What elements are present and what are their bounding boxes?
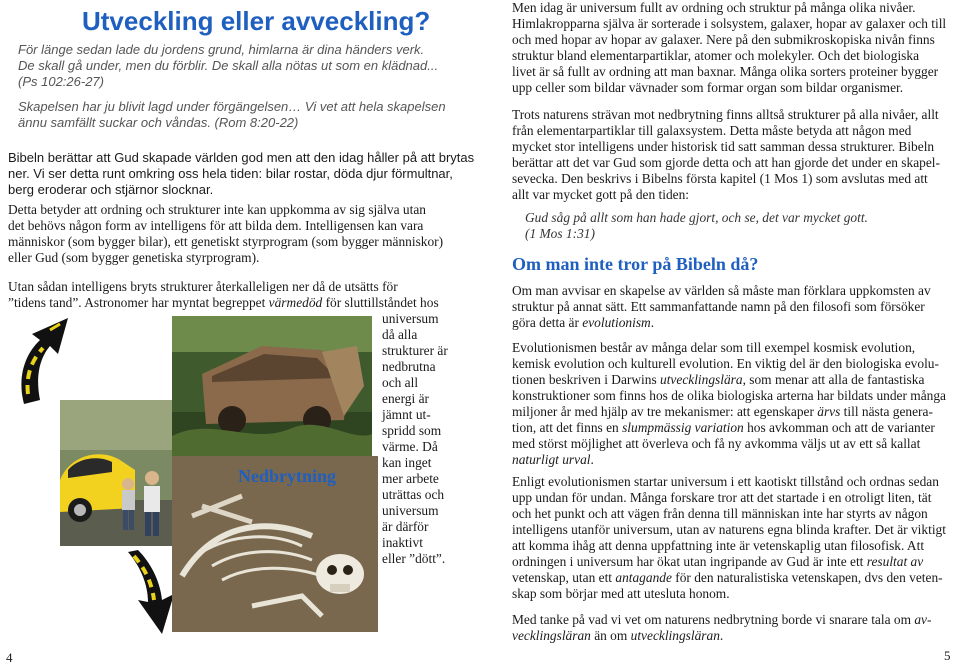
text-line [512, 570, 946, 586]
text-span: för den naturalistiska vetenskapen, dvs den veten- [671, 570, 943, 585]
term-heat-death: värmedöd [268, 295, 323, 310]
text-line: eller ”dött”. [382, 551, 446, 566]
curved-arrow-up-icon [10, 312, 80, 407]
page-number: 5 [944, 648, 951, 663]
quote-line: Gud såg på allt som han hade gjort, och se, det var mycket gott. [525, 210, 868, 225]
text-span: till nästa genera- [840, 404, 933, 419]
term-devolution: av- [914, 612, 932, 627]
text-line: Trots naturens strävan mot nedbrytning finns alltså strukturer på alla nivåer, allt [512, 107, 939, 122]
body-paragraph [8, 150, 474, 198]
text-line: Evolutionismen består av många delar som till exempel kosmisk evolution, [512, 340, 916, 355]
text-span: miljoner år med hjälp av tre mekanismer: att egenskaper [512, 404, 818, 419]
text-line: uträttas och [382, 487, 445, 502]
text-line: och het punkt och att vägen från denna till människan inte har styrts av någon [512, 506, 928, 521]
text-span: göra detta är [512, 315, 583, 330]
text-line [8, 295, 439, 311]
term-result-of: resultat av [866, 554, 924, 569]
text-span: tionen beskriven i Darwins [512, 372, 661, 387]
text-span: , som menar att alla de fantastiska [742, 372, 925, 387]
page-number: 4 [6, 650, 13, 665]
text-line [512, 452, 946, 468]
term-inherited: ärvs [817, 404, 841, 419]
body-paragraph [512, 283, 931, 331]
text-line: människor (som bygger bilar), ett genetiskt styrprogram (som bygger människor) [8, 234, 444, 249]
text-line [512, 612, 931, 628]
text-line: intelligens utanför universum, utan av naturens egna blinda krafter. Det är viktigt [512, 522, 946, 537]
term-assumption: antagande [615, 570, 672, 585]
page-title: Utveckling eller avveckling? [82, 6, 431, 36]
text-line: upp celler som bildar vävnader som formar organ som bildar organismer. [512, 80, 904, 95]
text-line: skap som börjar med att utesluta honom. [512, 586, 730, 601]
text-line: energi är [382, 391, 429, 406]
text-line: med störst möjlighet att överleva och få ny avkomma väljs ut av ett så kallat [512, 436, 921, 451]
text-line: och all [382, 375, 419, 390]
text-line: upp undan för undan. Många forskare tror att det startade i en otroligt liten, tät [512, 490, 932, 505]
term-evolution-theory: utvecklingsläran [630, 628, 720, 643]
text-line [512, 554, 946, 570]
text-line: från elementarpartiklar till galaxsystem. Detta måste betyda att någon med [512, 123, 912, 138]
body-paragraph [512, 612, 931, 644]
text-line: universum [382, 311, 439, 326]
body-paragraph [512, 340, 946, 468]
rusting-car-photo [172, 316, 372, 456]
text-line: sevecka. Den beskrivs i Bibelns första kapitel (1 Mos 1) som avslutas med att [512, 171, 928, 186]
text-line: Himlakropparna själva är sorterade i solsystem, galaxer, hopar av galaxer och till [512, 16, 947, 31]
quote-line: Skapelsen har ju blivit lagd under förgängelsen… Vi vet att hela skapelsen [18, 99, 446, 114]
body-paragraph [512, 474, 946, 602]
text-span: hos avkomman och att de varianter [743, 420, 935, 435]
quote-line: (Ps 102:26-27) [18, 74, 104, 89]
quote-line: För länge sedan lade du jordens grund, himlarna är dina händers verk. [18, 42, 425, 57]
text-line: konstruktioner som finns hos de olika biologiska arterna har bildats under många [512, 388, 946, 403]
text-span: Med tanke på vad vi vet om naturens nedbrytning borde vi snarare tala om [512, 612, 915, 627]
text-line: Detta betyder att ordning och strukturer inte kan uppkomma av sig själva utan [8, 202, 426, 217]
body-paragraph [8, 279, 439, 311]
text-line: jämnt ut- [382, 407, 431, 422]
text-span: tion, att det finns en [512, 420, 623, 435]
text-line: universum [382, 503, 439, 518]
text-span: än om [590, 628, 631, 643]
text-span: för sluttillståndet hos [322, 295, 439, 310]
image-caption: Nedbrytning [238, 466, 337, 486]
text-span: . [590, 452, 594, 467]
term-evolution-theory: utvecklingslära [660, 372, 743, 387]
text-line: mer arbete [382, 471, 439, 486]
section-heading: Om man inte tror på Bibeln då? [512, 254, 759, 274]
term-random-variation: slumpmässig variation [622, 420, 744, 435]
text-line: då alla [382, 327, 418, 342]
quote-line: De skall gå under, men du förblir. De skall alla nötas ut som en klädnad... [18, 58, 439, 73]
text-span: vetenskap, utan ett [512, 570, 616, 585]
text-line: mycket stor intelligens under historisk tid satt samman dessa strukturer. Bibeln [512, 139, 935, 154]
side-column-text [382, 311, 448, 567]
text-line: struktur bland elementarpartiklar, atomer och molekyler. Och det biologiska [512, 48, 920, 63]
text-line: kemisk evolution och kulturell evolution. En viktig del är den biologiska evolu- [512, 356, 939, 371]
text-line: allt var mycket gott på den tiden: [512, 187, 690, 202]
quote-line: (1 Mos 1:31) [525, 226, 595, 241]
text-line: berättar att det var Gud som gjorde detta och att han gjorde det under en skapel- [512, 155, 940, 170]
text-line [512, 420, 946, 436]
text-line [512, 404, 946, 420]
text-line [512, 372, 946, 388]
text-line: det behövs någon form av intelligens för att bilda dem. Intelligensen kan vara [8, 218, 424, 233]
term-devolution-cont: vecklingsläran [512, 628, 591, 643]
text-line: kan inget [382, 455, 432, 470]
text-line: Men idag är universum fullt av ordning och struktur på många olika nivåer. [512, 0, 916, 15]
text-line: är därför [382, 519, 429, 534]
text-line: livet är så fullt av ordning att man baxnar. Många olika sorters proteiner bygger [512, 64, 939, 79]
text-line: nedbrutna [382, 359, 436, 374]
text-span: ordningen i universum har ökat utan ingripande av Gud är inte ett [512, 554, 867, 569]
psalm-quote [18, 42, 438, 90]
text-span: . [650, 315, 655, 330]
text-line: ner. Vi ser detta runt omkring oss hela tiden: bilar rostar, döda djur förmultnar, [8, 166, 453, 181]
text-line [512, 628, 931, 644]
genesis-quote [525, 210, 868, 242]
text-line: eller Gud (som bygger genetiska styrprogram). [8, 250, 260, 265]
body-paragraph [512, 0, 946, 96]
term-evolutionism: evolutionism [582, 315, 651, 330]
text-line: Enligt evolutionismen startar universum i ett kaotiskt tillstånd och ordnas sedan [512, 474, 939, 489]
car-photo [60, 400, 172, 546]
text-span: . [719, 628, 724, 643]
body-paragraph [512, 107, 940, 203]
romans-quote [18, 99, 446, 131]
text-line: Utan sådan intelligens bryts strukturer återkalleligen ner då de utsätts för [8, 279, 398, 294]
quote-line: ännu samfällt suckar och våndas. (Rom 8:20-22) [18, 115, 299, 130]
text-line: inaktivt [382, 535, 423, 550]
text-line: struktur på annat sätt. Ett sammanfattande namn på den filosofi som försöker [512, 299, 925, 314]
text-line: Bibeln berättar att Gud skapade världen god men att den idag håller på att brytas [8, 150, 475, 165]
text-line: strukturer är [382, 343, 448, 358]
text-line: berg eroderar och stjärnor slocknar. [8, 182, 214, 197]
text-span: ”tidens tand”. Astronomer har myntat begreppet [8, 295, 269, 310]
text-line: Om man avvisar en skapelse av världen så måste man förklara uppkomsten av [512, 283, 931, 298]
curved-arrow-down-icon [118, 548, 178, 638]
term-natural-selection: naturligt urval [512, 452, 591, 467]
text-line: värme. Då [382, 439, 438, 454]
text-line: att komma ihåg att denna uppfattning inte är vetenskaplig utan filosofisk. Att [512, 538, 925, 553]
text-line: och med hopar av hopar av galaxer. Nere på den submikroskopiska nivån finns [512, 32, 935, 47]
text-line [512, 315, 931, 331]
text-line: spridd som [382, 423, 442, 438]
body-paragraph [8, 202, 443, 266]
